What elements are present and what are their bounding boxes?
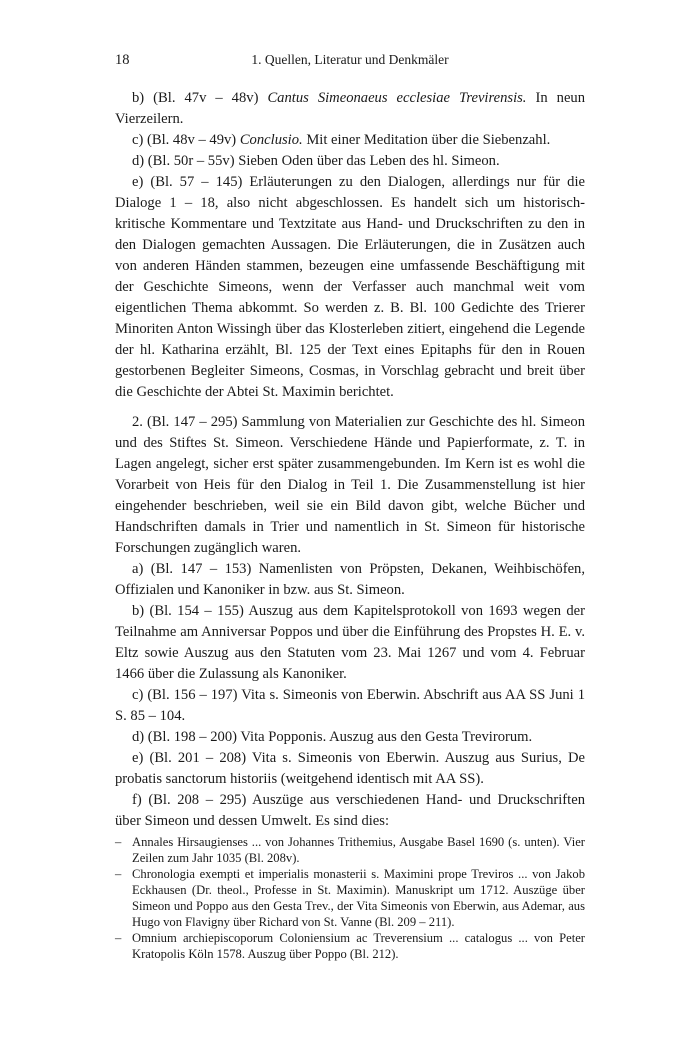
list-item: – Omnium archiepiscoporum Coloniensium ac Treverensium ... catalogus ... von Peter Kratopolis Köln 1578. Auszug über Poppo (Bl. 212).	[115, 931, 585, 961]
paragraph-e-erlaeuterungen: e) (Bl. 57 – 145) Erläuterungen zu den Dialogen, allerdings nur für die Dialoge 1 – 18, also nicht abgeschlossen. Es handelt sich um historisch-kritische Kommentare und Textzitate aus Hand- und Druckschriften zu den in den Dialogen gemachten Aussagen. Die Erläuterungen, die in Zusätzen auch von anderen Händen stammen, bezeugen eine umfassende Beschäftigung mit der Geschichte Simeons, wenn der Verfasser auch manchmal weit vom eigentlichen Thema abkommt. So werden z. B. Bl. 100 Gedichte des Trierer Minoriten Anton Wissingh über das Klosterleben zitiert, eingehend die Legende der hl. Katharina erzählt, Bl. 125 der Text eines Epitaphs für den in Rouen gestorbenen Begleiter Simeons, Cosmas, in Vorschlag gebracht und breit über die Geschichte der Abtei St. Maximin berichtet.	[115, 174, 585, 400]
paragraph-e-surius: e) (Bl. 201 – 208) Vita s. Simeonis von Eberwin. Auszug aus Surius, De probatis sanctorum historiis (weitgehend identisch mit AA SS).	[115, 750, 585, 787]
dash-bullet: –	[115, 931, 122, 945]
page-body	[115, 88, 585, 962]
dash-bullet: –	[115, 867, 122, 881]
paragraph-b-kapitelsprotokoll: b) (Bl. 154 – 155) Auszug aus dem Kapitelsprotokoll von 1693 wegen der Teilnahme am Anniversar Poppos und über die Einführung des Propstes H. E. v. Eltz sowie Auszug aus den Statuten vom 23. Mai 1267 und vom 4. Februar 1466 über die Zulassung als Kanoniker.	[115, 603, 585, 682]
running-title: 1. Quellen, Literatur und Denkmäler	[251, 52, 449, 67]
dash-bullet: –	[115, 835, 122, 849]
work-title: Conclusio.	[239, 132, 303, 148]
paragraph-c-conclusio: c) (Bl. 48v – 49v) Conclusio. Mit einer Meditation über die Siebenzahl.	[132, 132, 551, 148]
list-item: – Annales Hirsaugienses ... von Johannes Trithemius, Ausgabe Basel 1690 (s. unten). Vier Zeilen zum Jahr 1035 (Bl. 208v).	[115, 835, 585, 865]
list-item: – Chronologia exempti et imperialis monasterii s. Maximini prope Treviros ... von Jakob Eckhausen (Dr. theol., Professe in St. Maximin). Manuskript um 1712. Auszüge über Simeon und Poppo aus den Gesta Trev., der Vita Simeonis von Eberwin, aus Ademar, aus Hugo von Flavigny über Richard von St. Vanne (Bl. 209 – 211).	[115, 867, 585, 929]
paragraph-d-oden: d) (Bl. 50r – 55v) Sieben Oden über das Leben des hl. Simeon.	[132, 153, 500, 169]
page-header	[115, 52, 585, 72]
paragraph-b-cantus: b) (Bl. 47v – 48v) Cantus Simeonaeus ecclesiae Trevirensis. In neun Vierzeilern.	[115, 90, 586, 127]
paragraph-d-vita-popponis: d) (Bl. 198 – 200) Vita Popponis. Auszug aus den Gesta Trevirorum.	[132, 729, 533, 745]
work-title: Cantus Simeonaeus ecclesiae Trevirensis.	[267, 90, 527, 106]
paragraph-a-namenlisten: a) (Bl. 147 – 153) Namenlisten von Pröpsten, Dekanen, Weihbischöfen, Offizialen und Kanoniker in bzw. aus St. Simeon.	[115, 561, 585, 598]
paragraph-2-sammlung: 2. (Bl. 147 – 295) Sammlung von Materialien zur Geschichte des hl. Simeon und des Stiftes St. Simeon. Verschiedene Hände und Papierformate, z. T. in Lagen angelegt, sicher erst später zusammengebunden. Im Kern ist es wohl die Vorarbeit von Heis für den Dialog in Teil 1. Die Zusammenstellung ist hier eingehender beschrieben, weil sie ein Bild davon gibt, welche Bücher und Handschriften damals in Trier und namentlich in St. Simeon für historische Forschungen zugänglich waren.	[115, 414, 585, 556]
source-list	[115, 834, 585, 962]
paragraph-c-vita-simeonis: c) (Bl. 156 – 197) Vita s. Simeonis von Eberwin. Abschrift aus AA SS Juni 1 S. 85 – 104.	[115, 687, 585, 724]
page-number: 18	[115, 52, 130, 68]
paragraph-f-auszuege: f) (Bl. 208 – 295) Auszüge aus verschiedenen Hand- und Druckschriften über Simeon und dessen Umwelt. Es sind dies:	[115, 792, 585, 829]
